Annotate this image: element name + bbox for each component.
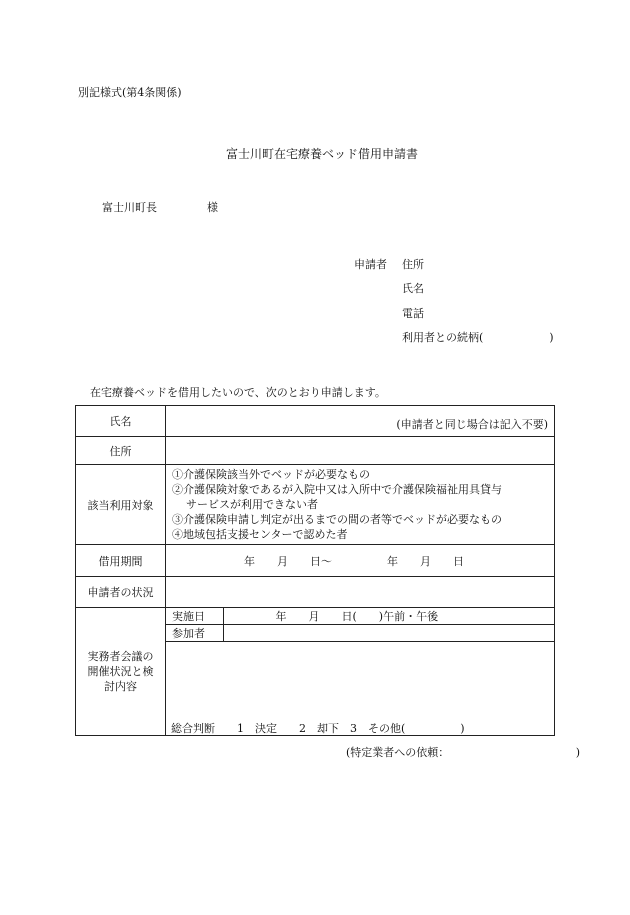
applicant-phone-label: 電話 xyxy=(402,307,424,320)
date-label: 実施日 xyxy=(166,608,223,625)
meeting-label-line-3: 討内容 xyxy=(104,680,137,693)
applicant-relation-label: 利用者との続柄( ) xyxy=(402,331,554,344)
address-field[interactable] xyxy=(166,437,555,465)
target-option-1[interactable]: ①介護保険該当外でベッドが必要なもの xyxy=(172,468,370,481)
status-label: 申請者の状況 xyxy=(76,577,166,608)
row-name xyxy=(76,406,555,437)
target-option-4[interactable]: ④地域包括支援センターで認めた者 xyxy=(172,528,348,541)
row-status xyxy=(76,577,555,608)
meeting-content xyxy=(166,608,555,736)
date-field[interactable] xyxy=(223,608,554,625)
period-label: 借用期間 xyxy=(76,545,166,577)
participants-label: 参加者 xyxy=(166,625,223,642)
status-field[interactable] xyxy=(166,577,555,608)
row-period xyxy=(76,545,555,577)
target-option-2[interactable]: ②介護保険対象であるが入院中又は入所中で介護保険福祉用具貸与 xyxy=(172,483,502,496)
period-value: 年 月 日～ 年 月 日 xyxy=(244,554,464,568)
participants-field[interactable] xyxy=(223,625,554,642)
row-meeting xyxy=(76,608,555,736)
name-note: (申請者と同じ場合は記入不要) xyxy=(396,418,548,431)
applicant-address-label: 住所 xyxy=(402,258,424,271)
name-field[interactable] xyxy=(166,406,555,437)
applicant-name-label: 氏名 xyxy=(402,282,424,295)
period-field[interactable] xyxy=(166,545,555,577)
applicant-label: 申請者 xyxy=(354,258,387,271)
addressee: 富士川町長 xyxy=(102,201,157,214)
date-value: 年 月 日( )午前・午後 xyxy=(275,610,439,623)
judgment-line[interactable]: 総合判断 1 決定 2 却下 3 その他( ) xyxy=(171,722,465,735)
form-number: 別記様式(第4条関係) xyxy=(78,86,182,99)
name-label: 氏名 xyxy=(76,406,166,437)
footer-note: (特定業者への依頼： ) xyxy=(346,746,581,759)
target-option-3[interactable]: ③介護保険申請し判定が出るまでの間の者等でベッドが必要なもの xyxy=(172,513,502,526)
honorific: 様 xyxy=(207,201,218,214)
target-option-2-cont: サービスが利用できない者 xyxy=(186,498,318,511)
meeting-label-line-1: 実務者会議の xyxy=(87,650,154,663)
application-table xyxy=(75,405,555,736)
target-label: 該当利用対象 xyxy=(76,465,166,545)
address-label: 住所 xyxy=(76,437,166,465)
target-options xyxy=(166,465,555,545)
meeting-label xyxy=(76,608,166,736)
row-target xyxy=(76,465,555,545)
page-title: 富士川町在宅療養ベッド借用申請書 xyxy=(226,147,419,161)
row-address xyxy=(76,437,555,465)
meeting-label-line-2: 開催状況と検 xyxy=(87,665,154,678)
meeting-subtable xyxy=(166,608,554,642)
intro-text: 在宅療養ベッドを借用したいので、次のとおり申請します。 xyxy=(90,386,386,399)
